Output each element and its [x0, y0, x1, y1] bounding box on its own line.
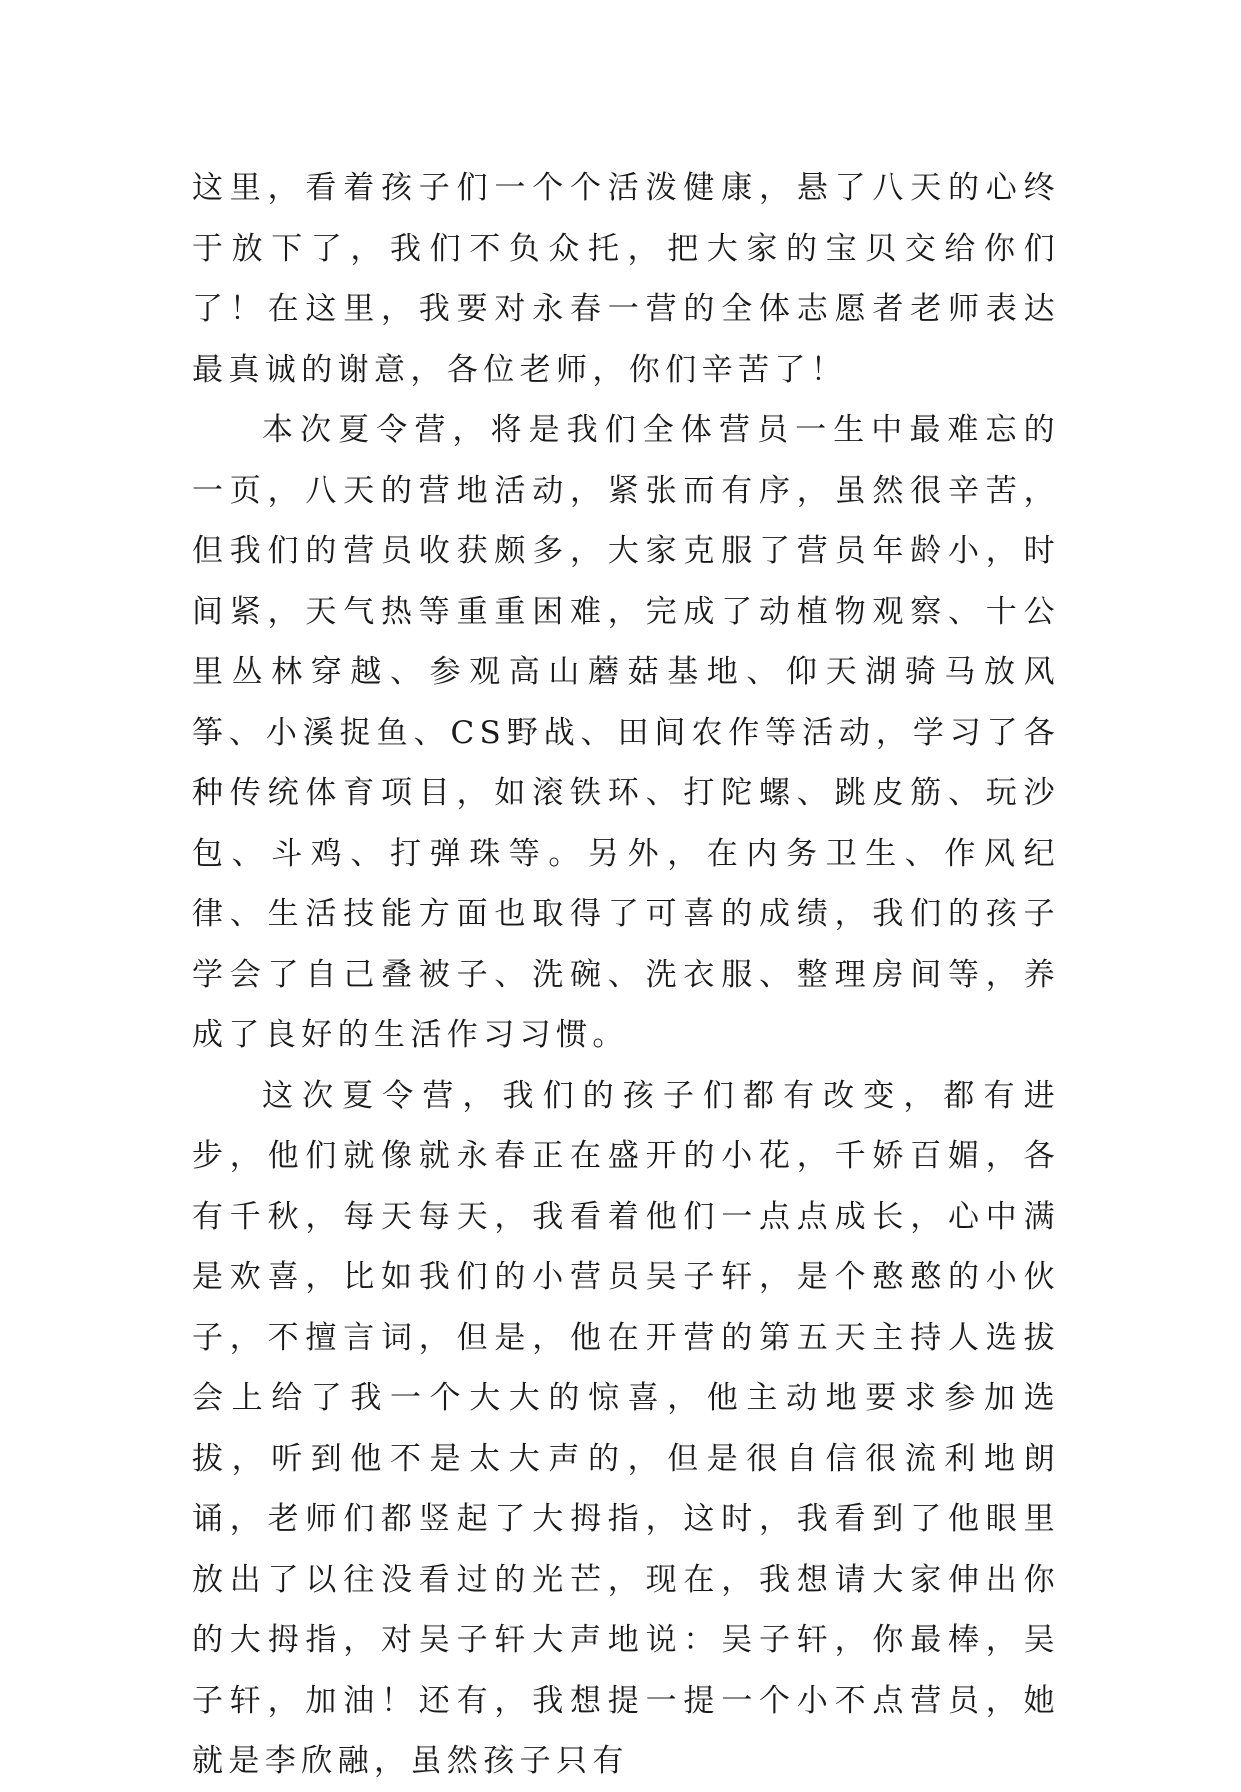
document-body [192, 158, 1060, 1792]
paragraph-2: 本次夏令营，将是我们全体营员一生中最难忘的一页，八天的营地活动，紧张而有序，虽然很辛苦，但我们的营员收获颇多，大家克服了营员年龄小，时间紧，天气热等重重困难，完成了动植物观察、十公里丛林穿越、参观高山蘑菇基地、仰天湖骑马放风筝、小溪捉鱼、CS野战、田间农作等活动，学习了各种传统体育项目，如滚铁环、打陀螺、跳皮筋、玩沙包、斗鸡、打弹珠等。另外，在内务卫生、作风纪律、生活技能方面也取得了可喜的成绩，我们的孩子学会了自己叠被子、洗碗、洗衣服、整理房间等，养成了良好的生活作习习惯。 [192, 412, 1060, 1053]
paragraph-1: 这里，看着孩子们一个个活泼健康，悬了八天的心终于放下了，我们不负众托，把大家的宝贝交给你们了！在这里，我要对永春一营的全体志愿者老师表达最真诚的谢意，各位老师，你们辛苦了！ [192, 170, 1060, 388]
paragraph-3: 这次夏令营，我们的孩子们都有改变，都有进步，他们就像就永春正在盛开的小花，千娇百媚，各有千秋，每天每天，我看着他们一点点成长，心中满是欢喜，比如我们的小营员吴子轩，是个憨憨的小伙子，不擅言词，但是，他在开营的第五天主持人选拔会上给了我一个大大的惊喜，他主动地要求参加选拔，听到他不是太大声的，但是很自信很流利地朗诵，老师们都竖起了大拇指，这时，我看到了他眼里放出了以往没看过的光芒，现在，我想请大家伸出你的大拇指，对吴子轩大声地说：吴子轩，你最棒，吴子轩，加油！还有，我想提一提一个小不点营员，她就是李欣融，虽然孩子只有 [192, 1077, 1060, 1779]
